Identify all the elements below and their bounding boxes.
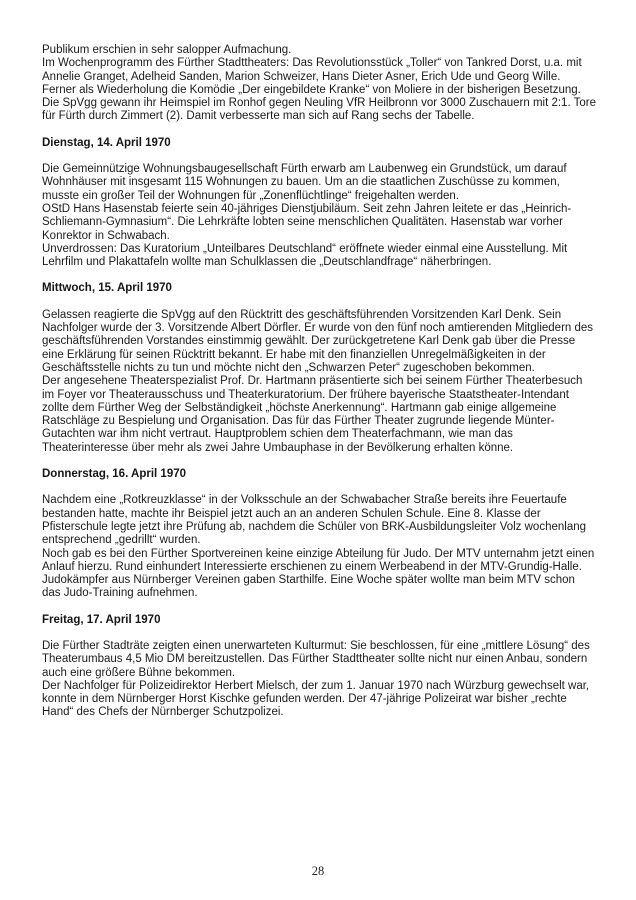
paragraph: Publikum erschien in sehr salopper Aufmachung. bbox=[42, 44, 292, 56]
paragraph: Noch gab es bei den Fürther Sportvereinen keine einzige Abteilung für Judo. Der MTV unternahm jetzt einen Anlauf hierzu. Rund einhundert Interessierte erschienen zu einem Werbeabend in der MTV-Grundig-Halle. Judokämpfer aus Nürnberger Vereinen gaben Starthilfe. Eine Woche später wollte man beim MTV schon das Judo-Training aufnehmen. bbox=[42, 547, 595, 600]
section-intro bbox=[42, 44, 596, 124]
paragraph: Der Nachfolger für Polizeidirektor Herbert Mielsch, der zum 1. Januar 1970 nach Würzburg gewechselt war, konnte in dem Nürnberger Horst Kischke gefunden werden. Der 47-jährige Polizeirat war bisher „rechte Hand“ des Chefs der Nürnberger Schutzpolizei. bbox=[42, 679, 590, 719]
date-heading: Donnerstag, 16. April 1970 bbox=[42, 468, 187, 481]
paragraph: Nachdem eine „Rotkreuzklasse“ in der Volksschule an der Schwabacher Straße bereits ihre Feuertaufe bestanden hatte, machte ihr Beispiel jetzt auch an an anderen Schulen Schule. Eine 8. Klasse der Pfisterschule legte jetzt ihre Prüfung ab, nachdem die Schüler von BRK-Ausbildungsleiter Volz wochenlang entsprechend „gedrillt“ wurden. bbox=[42, 494, 587, 547]
paragraph: Die Gemeinnützige Wohnungsbaugesellschaft Fürth erwarb am Laubenweg ein Grundstück, um darauf Wohnhäuser mit insgesamt 115 Wohnungen zu bauen. Um an die staatlichen Zuschüsse zu kommen, musste ein großer Teil der Wohnungen für „Zonenflüchtlinge“ freigehalten werden. bbox=[42, 163, 567, 202]
date-heading: Freitag, 17. April 1970 bbox=[42, 613, 161, 626]
date-heading: Mittwoch, 15. April 1970 bbox=[42, 282, 172, 295]
section-freitag-17-april bbox=[42, 614, 596, 720]
section-donnerstag-16-april bbox=[42, 468, 596, 601]
paragraph: Die SpVgg gewann ihr Heimspiel im Ronhof gegen Neuling VfR Heilbronn vor 3000 Zuschauern mit 2:1. Tore für Fürth durch Zimmert (2). Damit verbesserte man sich auf Rang sechs der Tabelle. bbox=[42, 97, 597, 123]
section-dienstag-14-april bbox=[42, 137, 596, 270]
paragraph: Im Wochenprogramm des Fürther Stadttheaters: Das Revolutionsstück „Toller“ von Tankred Dorst, u.a. mit Annelie Granget, Adelheid Sanden, Marion Schweizer, Hans Dieter Asner, Erich Ude und Georg Wille. Ferner als Wiederholung die Komödie „Der eingebildete Kranke“ von Moliere in der bisherigen Besetzung. bbox=[42, 57, 582, 96]
paragraph: Der angesehene Theaterspezialist Prof. Dr. Hartmann präsentierte sich bei seinem Fürther Theaterbesuch im Foyer vor Theaterausschuss und Theaterkuratorium. Der frühere bayerische Staatstheater-Intendant zollte dem Fürther Weg der Selbständigkeit „höchste Anerkennung“. Hartmann gab einige allgemeine Ratschläge zu Bespielung und Organisation. Das für das Fürther Theater zugrunde liegende Münter-Gutachten war ihm nicht vertraut. Hauptproblem schien dem Theaterfachmann, wie man das Theaterinteresse über mehr als zwei Jahre Umbauphase in der Bevölkerung erhalten könne. bbox=[42, 375, 583, 454]
paragraph: Gelassen reagierte die SpVgg auf den Rücktritt des geschäftsführenden Vorsitzenden Karl Denk. Sein Nachfolger wurde der 3. Vorsitzende Albert Dörfler. Er wurde von den fünf noch amtierenden Mitgliedern des geschäftsführenden Vorstandes einstimmig gewählt. Der zurückgetretene Karl Denk gab über die Presse eine Erklärung für seinen Rücktritt bekannt. Er habe mit den finanziellen Unregelmäßigkeiten in der Geschäftsstelle nichts zu tun und möchte nicht den „Schwarzen Peter“ zugeschoben bekommen. bbox=[42, 308, 594, 374]
document-content bbox=[42, 44, 596, 720]
paragraph: Unverdrossen: Das Kuratorium „Unteilbares Deutschland“ eröffnete wieder einmal eine Ausstellung. Mit Lehrfilm und Plakattafeln wollte man Schulklassen die „Deutschlandfrage“ näherbringen. bbox=[42, 242, 568, 269]
paragraph: OStD Hans Hasenstab feierte sein 40-jähriges Dienstjubiläum. Seit zehn Jahren leitete er das „Heinrich-Schliemann-Gymnasium“. Die Lehrkräfte lobten seine menschlichen Qualitäten. Hasenstab war vorher Konrektor in Schwabach. bbox=[42, 202, 572, 242]
page-number: 28 bbox=[311, 864, 325, 878]
section-mittwoch-15-april bbox=[42, 282, 596, 455]
date-heading: Dienstag, 14. April 1970 bbox=[42, 136, 171, 149]
paragraph: Die Fürther Stadträte zeigten einen unerwarteten Kulturmut: Sie beschlossen, für eine „mittlere Lösung“ des Theaterumbaus 4,5 Mio DM bereitzustellen. Das Fürther Stadttheater sollte nicht nur einen Anbau, sondern auch eine größere Bühne bekommen. bbox=[42, 639, 590, 679]
